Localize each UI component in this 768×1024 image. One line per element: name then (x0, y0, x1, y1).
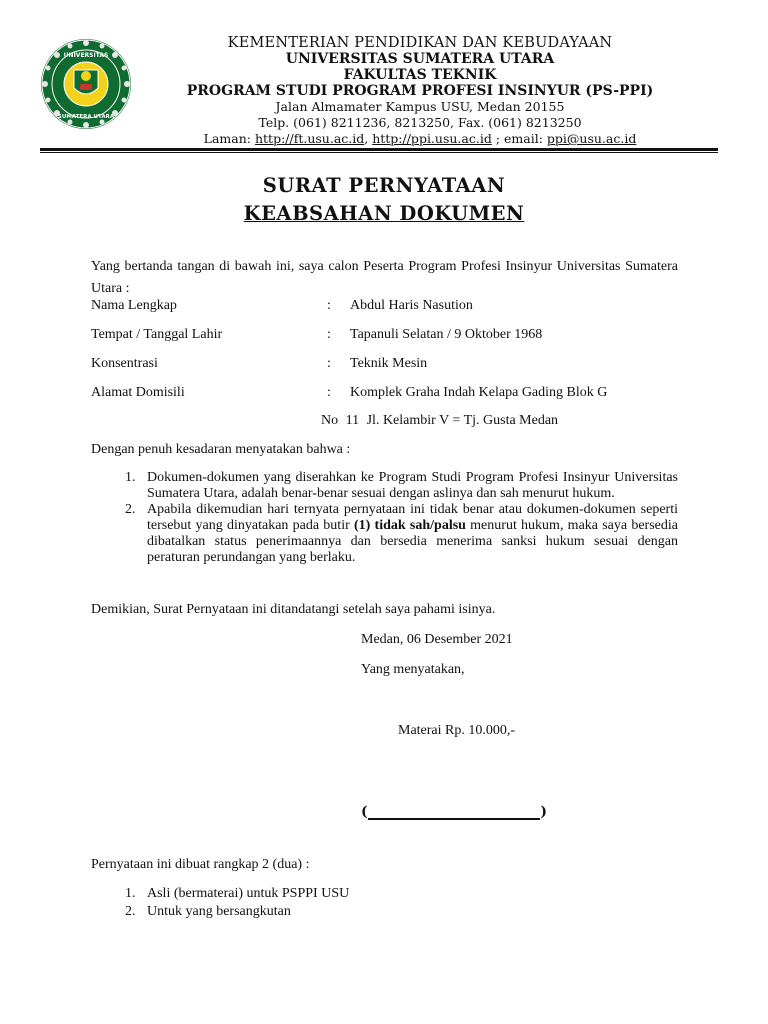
field-label: Tempat / Tanggal Lahir (91, 327, 223, 342)
field-value-name: Abdul Haris Nasution (350, 298, 473, 313)
email-label: ; email: (495, 131, 543, 146)
declaration-item-2b: menurut hukum, maka saya bersedia dibatalkan status penerimaannya dan bersedia menerima sanksi hukum sesuai dengan peraturan perundangan yang berlaku. (147, 518, 678, 565)
field-label: Nama Lengkap (91, 298, 177, 313)
copy-item: Asli (bermaterai) untuk PSPPI USU (147, 886, 350, 901)
address-no-value: 11 (345, 413, 360, 428)
place-date: Medan, 06 Desember 2021 (361, 632, 513, 647)
intro-paragraph: Yang bertanda tangan di bawah ini, saya calon Peserta Program Profesi Insinyur Universitas Sumatera Utara : (91, 259, 678, 296)
field-colon: : (327, 385, 331, 400)
field-label: Alamat Domisili (91, 385, 185, 400)
declaration-item-2a: Apabila dikemudian hari ternyata pernyataan ini tidak benar atau dokumen-dokumen seperti tersebut yang dinyatakan pada butir (147, 502, 678, 533)
svg-text:UNIVERSITAS: UNIVERSITAS (63, 52, 109, 59)
copies-intro: Pernyataan ini dibuat rangkap 2 (dua) : (91, 857, 310, 872)
svg-text:SUMATERA UTARA: SUMATERA UTARA (57, 114, 115, 120)
list-number: 1. (125, 470, 136, 485)
field-colon: : (327, 298, 331, 313)
list-item (91, 502, 678, 566)
website-ppi-link[interactable]: http://ppi.usu.ac.id (372, 131, 492, 146)
signature-underline (368, 818, 540, 820)
copies-list (91, 886, 678, 922)
signature-line (361, 804, 547, 820)
field-colon: : (327, 356, 331, 371)
declaration-list (91, 470, 678, 566)
closing-statement: Demikian, Surat Pernyataan ini ditandatangi setelah saya pahami isinya. (91, 602, 496, 617)
copy-item: Untuk yang bersangkutan (147, 904, 291, 919)
document-subtitle: KEABSAHAN DOKUMEN (243, 202, 525, 225)
ministry-name: KEMENTERIAN PENDIDIKAN DAN KEBUDAYAAN (227, 35, 613, 51)
signature-bracket-close: ) (540, 804, 547, 820)
field-value-concentration: Teknik Mesin (350, 356, 428, 371)
field-value-address: Komplek Graha Indah Kelapa Gading Blok G (350, 385, 608, 400)
program-name: PROGRAM STUDI PROGRAM PROFESI INSINYUR (PS-PPI) (186, 83, 654, 99)
field-label: Konsentrasi (91, 356, 158, 371)
web-label: Laman: (203, 131, 251, 146)
header-divider-thick (40, 148, 718, 151)
stamp-duty-note: Materai Rp. 10.000,- (398, 723, 516, 738)
email-link[interactable]: ppi@usu.ac.id (546, 131, 637, 146)
list-item (91, 886, 678, 902)
list-number: 2. (125, 904, 136, 919)
university-name: UNIVERSITAS SUMATERA UTARA (285, 51, 555, 67)
field-value-birth: Tapanuli Selatan / 9 Oktober 1968 (350, 327, 543, 342)
address-no-label: No (321, 413, 339, 428)
usu-logo (40, 38, 132, 130)
declaration-intro: Dengan penuh kesadaran menyatakan bahwa : (91, 442, 351, 457)
web-line: Laman: http://ft.usu.ac.id, http://ppi.usu.ac.id ; email: ppi@usu.ac.id (203, 131, 637, 146)
declaration-ref: (1) (353, 518, 371, 533)
field-colon: : (327, 327, 331, 342)
list-item (91, 904, 678, 920)
declaration-item-1: Dokumen-dokumen yang diserahkan ke Program Studi Program Profesi Insinyur Universitas Sumatera Utara, adalah benar-benar sesuai dengan aslinya dan sah menurut hukum. (147, 470, 678, 501)
list-item (91, 470, 678, 502)
list-number: 2. (125, 502, 136, 517)
letterhead (150, 35, 690, 147)
faculty-name: FAKULTAS TEKNIK (343, 67, 497, 83)
signature-bracket-open: ( (361, 804, 368, 820)
address-street: Jl. Kelambir V = Tj. Gusta Medan (366, 413, 559, 428)
header-divider-thin (40, 152, 718, 153)
address-continuation (321, 413, 562, 429)
signer-label: Yang menyatakan, (361, 662, 465, 677)
document-title: SURAT PERNYATAAN (262, 174, 506, 197)
declaration-emphasis: tidak sah/palsu (374, 518, 466, 533)
address: Jalan Almamater Kampus USU, Medan 20155 (275, 99, 565, 114)
phone: Telp. (061) 8211236, 8213250, Fax. (061) 8213250 (258, 115, 582, 130)
website-ft-link[interactable]: http://ft.usu.ac.id (254, 131, 365, 146)
list-number: 1. (125, 886, 136, 901)
